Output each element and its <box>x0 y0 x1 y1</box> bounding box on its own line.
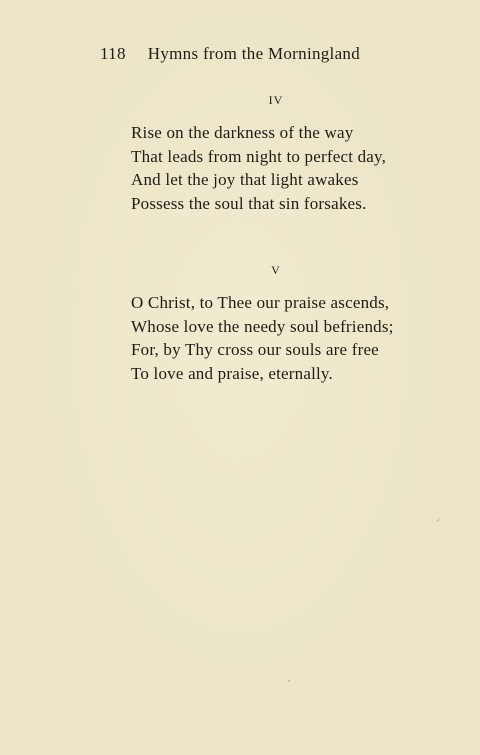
verse-line: O Christ, to Thee our praise ascends, <box>131 293 390 312</box>
verse-line: For, by Thy cross our souls are free <box>131 340 379 359</box>
verse-line: That leads from night to perfect day, <box>131 146 387 166</box>
verse-line: Whose love the needy soul befriends; <box>131 316 394 336</box>
verse-line: Rise on the darkness of the way <box>131 123 354 142</box>
verse-line: And let the joy that light awakes <box>131 170 359 189</box>
running-head <box>100 44 360 64</box>
verse-line: To love and praise, eternally. <box>131 363 333 383</box>
paper-speck <box>436 519 440 522</box>
page-number: 118 <box>100 44 126 63</box>
stanza-numeral-v: V <box>271 263 281 277</box>
paper-speck <box>288 680 290 682</box>
stanza-numeral-iv: IV <box>268 93 284 107</box>
stanza-iv <box>131 121 386 215</box>
book-title: Hymns from the Morningland <box>147 44 361 63</box>
stanza-v <box>131 291 394 385</box>
verse-line: Possess the soul that sin forsakes. <box>131 193 367 213</box>
